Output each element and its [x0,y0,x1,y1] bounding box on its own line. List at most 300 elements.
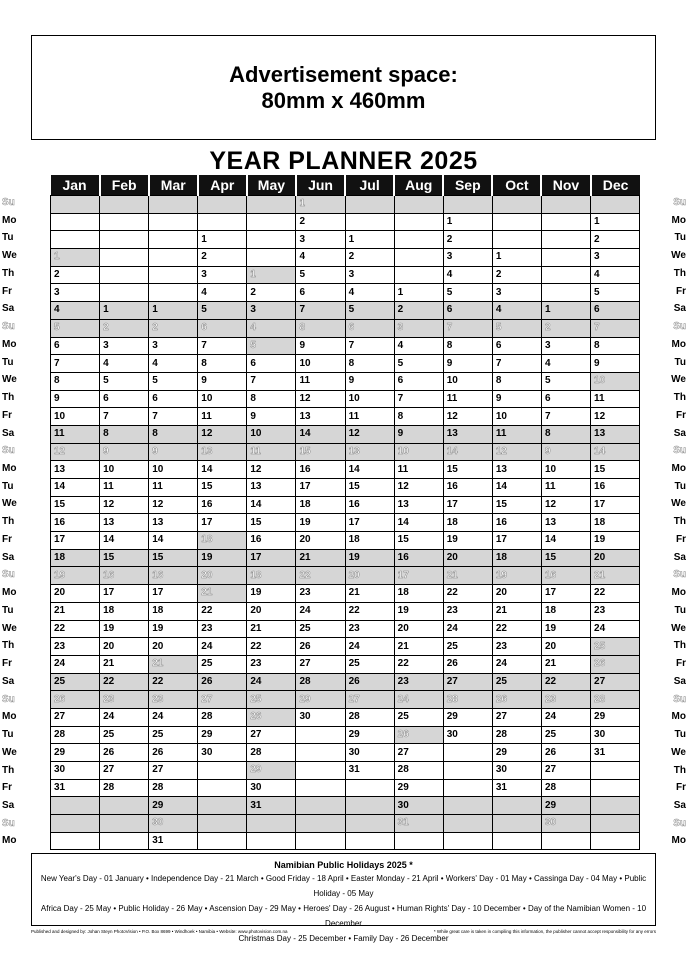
day-cell: 29 [591,708,640,726]
day-cell: 2 [345,249,394,267]
day-cell: 3 [296,231,345,249]
day-cell: 14 [149,532,198,550]
day-cell: 10 [443,372,492,390]
day-cell: 30 [591,726,640,744]
day-cell: 13 [345,443,394,461]
day-cell: 9 [443,355,492,373]
day-cell: 2 [394,302,443,320]
day-cell: 24 [541,708,590,726]
day-cell: 27 [443,673,492,691]
day-cell: 12 [149,496,198,514]
day-cell: 22 [492,620,541,638]
day-cell: 9 [394,425,443,443]
weekday-label: Sa [2,551,15,563]
day-cell: 8 [100,425,149,443]
day-cell: 19 [296,514,345,532]
day-cell: 19 [51,567,100,585]
day-cell: 22 [443,585,492,603]
day-cell: 23 [51,638,100,656]
day-cell: 1 [345,231,394,249]
week-row [51,638,640,656]
day-cell: 7 [296,302,345,320]
day-cell: 3 [394,319,443,337]
day-cell [198,797,247,815]
day-cell [51,196,100,214]
day-cell: 15 [247,514,296,532]
day-cell: 16 [541,567,590,585]
day-cell [247,832,296,850]
holidays-line-3: Christmas Day - 25 December • Family Day - 26 December [238,934,449,943]
day-cell: 13 [100,514,149,532]
day-cell: 22 [100,673,149,691]
weekday-label: Sa [2,799,15,811]
day-cell: 8 [198,355,247,373]
day-cell: 15 [591,461,640,479]
day-cell: 19 [541,620,590,638]
day-cell: 4 [443,266,492,284]
day-cell: 21 [296,549,345,567]
day-cell: 31 [51,779,100,797]
day-cell [492,797,541,815]
month-header-jul: Jul [345,175,394,196]
week-row [51,302,640,320]
day-cell: 24 [198,638,247,656]
month-header-jan: Jan [51,175,100,196]
day-cell: 4 [296,249,345,267]
day-cell: 9 [51,390,100,408]
day-cell: 25 [345,655,394,673]
day-cell: 17 [51,532,100,550]
weekday-label: Mo [671,835,686,847]
day-cell: 10 [198,390,247,408]
day-cell [296,726,345,744]
day-cell: 24 [443,620,492,638]
day-cell [51,832,100,850]
day-cell: 13 [492,461,541,479]
weekday-label: Su [2,321,15,333]
weekday-label: We [2,746,17,758]
day-cell: 14 [100,532,149,550]
day-cell: 25 [394,708,443,726]
week-row [51,655,640,673]
day-cell: 1 [541,302,590,320]
day-cell: 5 [492,319,541,337]
week-row [51,461,640,479]
weekday-label: Mo [2,711,17,723]
day-cell: 18 [100,602,149,620]
day-cell: 21 [394,638,443,656]
weekday-label: Mo [2,587,17,599]
day-cell: 21 [149,655,198,673]
day-cell: 7 [51,355,100,373]
day-cell: 23 [247,655,296,673]
day-cell: 12 [591,408,640,426]
day-cell: 3 [591,249,640,267]
weekday-label: Su [673,693,686,705]
week-row [51,832,640,850]
day-cell: 10 [296,355,345,373]
day-cell: 26 [100,744,149,762]
day-cell: 28 [443,691,492,709]
day-cell: 14 [198,461,247,479]
day-cell [443,815,492,833]
day-cell: 18 [296,496,345,514]
day-cell: 18 [51,549,100,567]
month-header-mar: Mar [149,175,198,196]
day-cell: 7 [345,337,394,355]
day-cell: 1 [394,284,443,302]
day-cell: 11 [591,390,640,408]
day-cell: 18 [591,514,640,532]
day-cell: 10 [394,443,443,461]
day-cell: 28 [247,744,296,762]
month-header-row [51,175,640,196]
weekday-label: Fr [2,782,12,794]
day-cell [51,797,100,815]
day-cell: 1 [247,266,296,284]
week-row [51,549,640,567]
day-cell: 17 [100,585,149,603]
day-cell [394,196,443,214]
day-cell [492,815,541,833]
day-cell: 20 [149,638,198,656]
day-cell: 6 [541,390,590,408]
day-cell [345,196,394,214]
day-cell: 20 [394,620,443,638]
day-cell: 30 [345,744,394,762]
week-row [51,762,640,780]
weekday-label: Th [2,764,15,776]
day-cell: 19 [443,532,492,550]
day-cell: 21 [541,655,590,673]
day-cell [296,797,345,815]
day-cell [198,213,247,231]
day-cell: 23 [443,602,492,620]
day-cell: 20 [541,638,590,656]
week-row [51,213,640,231]
day-cell [100,832,149,850]
day-cell [345,213,394,231]
weekday-label: Mo [2,338,17,350]
day-cell: 1 [149,302,198,320]
weekday-label: Tu [674,356,686,368]
day-cell: 25 [247,691,296,709]
day-cell: 11 [100,479,149,497]
week-row [51,443,640,461]
day-cell: 24 [492,655,541,673]
day-cell [247,213,296,231]
day-cell: 4 [492,302,541,320]
day-cell: 20 [591,549,640,567]
day-cell [345,832,394,850]
day-cell: 2 [296,213,345,231]
weekday-label: Sa [2,675,15,687]
weekday-label: Tu [2,729,14,741]
weekday-label: Su [673,569,686,581]
day-cell: 3 [443,249,492,267]
day-cell: 23 [541,691,590,709]
weekday-label: Tu [674,480,686,492]
weekday-label: Su [2,445,15,457]
day-cell: 6 [296,284,345,302]
weekday-label: Th [2,267,15,279]
day-cell: 14 [345,461,394,479]
day-cell: 6 [591,302,640,320]
day-cell: 12 [492,443,541,461]
day-cell: 3 [492,284,541,302]
day-cell: 20 [51,585,100,603]
day-cell: 15 [149,549,198,567]
day-cell: 27 [51,708,100,726]
day-cell: 20 [100,638,149,656]
day-cell: 17 [443,496,492,514]
day-cell: 17 [345,514,394,532]
day-cell: 18 [492,549,541,567]
day-cell: 16 [198,496,247,514]
weekday-label: Su [673,817,686,829]
advertisement-box [31,35,656,140]
day-cell: 7 [492,355,541,373]
day-cell: 9 [541,443,590,461]
day-cell: 15 [443,461,492,479]
day-cell: 12 [394,479,443,497]
day-cell: 8 [345,355,394,373]
day-cell [198,762,247,780]
day-cell: 21 [51,602,100,620]
day-cell: 17 [394,567,443,585]
weekday-label: We [671,622,686,634]
day-cell: 9 [492,390,541,408]
day-cell [100,815,149,833]
day-cell: 16 [296,461,345,479]
week-row [51,479,640,497]
day-cell: 28 [149,779,198,797]
day-cell [394,213,443,231]
day-cell [541,196,590,214]
weekday-label: Fr [2,533,12,545]
day-cell: 14 [591,443,640,461]
day-cell: 26 [198,673,247,691]
day-cell: 6 [247,355,296,373]
day-cell: 14 [247,496,296,514]
day-cell: 14 [541,532,590,550]
weekday-label: Mo [671,338,686,350]
day-cell: 23 [345,620,394,638]
day-cell [198,196,247,214]
day-cell [345,779,394,797]
day-cell: 19 [492,567,541,585]
day-cell [591,797,640,815]
week-row [51,372,640,390]
day-cell: 24 [100,708,149,726]
day-cell: 11 [198,408,247,426]
weekday-label: Sa [673,427,686,439]
day-cell [149,213,198,231]
day-cell: 15 [198,479,247,497]
day-cell: 4 [541,355,590,373]
day-cell [296,832,345,850]
day-cell: 3 [100,337,149,355]
weekday-label: Su [2,817,15,829]
day-cell: 19 [345,549,394,567]
day-cell: 16 [591,479,640,497]
weekday-label: Tu [2,356,14,368]
day-cell: 11 [345,408,394,426]
day-cell: 5 [247,337,296,355]
month-header-apr: Apr [198,175,247,196]
day-cell: 16 [492,514,541,532]
day-cell: 16 [443,479,492,497]
day-cell: 27 [100,762,149,780]
day-cell: 27 [541,762,590,780]
day-cell: 3 [541,337,590,355]
day-cell: 30 [247,779,296,797]
week-row [51,390,640,408]
day-cell: 4 [198,284,247,302]
day-cell: 31 [492,779,541,797]
day-cell: 11 [247,443,296,461]
day-cell: 6 [198,319,247,337]
day-cell: 4 [247,319,296,337]
day-cell: 3 [198,266,247,284]
day-cell: 31 [394,815,443,833]
weekday-label: Tu [674,604,686,616]
day-cell: 2 [198,249,247,267]
day-cell: 10 [51,408,100,426]
day-cell: 19 [198,549,247,567]
day-cell: 20 [247,602,296,620]
day-cell: 15 [492,496,541,514]
day-cell [247,231,296,249]
day-cell: 6 [394,372,443,390]
day-cell: 31 [247,797,296,815]
weekday-label: We [2,622,17,634]
weekday-label: Tu [2,480,14,492]
day-cell: 9 [591,355,640,373]
day-cell: 17 [492,532,541,550]
day-cell [443,779,492,797]
weekday-label: Su [2,693,15,705]
day-cell: 13 [591,425,640,443]
week-row [51,355,640,373]
week-row [51,779,640,797]
day-cell: 5 [149,372,198,390]
day-cell: 25 [443,638,492,656]
day-cell [443,832,492,850]
day-cell: 18 [345,532,394,550]
weekday-label: Mo [2,835,17,847]
weekday-label: Su [673,197,686,208]
weekday-label: Mo [671,711,686,723]
day-cell: 31 [591,744,640,762]
weekday-label: Sa [673,303,686,315]
holidays-title: Namibian Public Holidays 2025 * [274,860,413,870]
day-cell: 14 [443,443,492,461]
day-cell: 12 [541,496,590,514]
day-cell [591,762,640,780]
day-cell: 24 [591,620,640,638]
day-cell: 3 [149,337,198,355]
week-row [51,266,640,284]
weekday-label: Fr [2,409,12,421]
week-row [51,602,640,620]
weekday-column-right [644,194,686,850]
week-row [51,726,640,744]
day-cell: 22 [247,638,296,656]
day-cell: 24 [247,673,296,691]
day-cell: 15 [51,496,100,514]
day-cell: 5 [198,302,247,320]
day-cell: 29 [541,797,590,815]
weekday-label: Fr [676,782,686,794]
day-cell: 17 [591,496,640,514]
weekday-label: We [671,746,686,758]
day-cell: 24 [149,708,198,726]
day-cell: 22 [51,620,100,638]
day-cell: 22 [394,655,443,673]
week-row [51,249,640,267]
day-cell [394,266,443,284]
day-cell: 29 [443,708,492,726]
weekday-label: Th [2,516,15,528]
day-cell: 12 [296,390,345,408]
day-cell: 16 [394,549,443,567]
day-cell: 8 [443,337,492,355]
day-cell [394,231,443,249]
day-cell: 4 [100,355,149,373]
day-cell [100,797,149,815]
day-cell: 11 [149,479,198,497]
day-cell: 9 [345,372,394,390]
weekday-label: Mo [671,587,686,599]
week-row [51,514,640,532]
day-cell [591,832,640,850]
day-cell [100,266,149,284]
day-cell: 26 [591,655,640,673]
day-cell [541,231,590,249]
day-cell: 1 [591,213,640,231]
day-cell: 29 [492,744,541,762]
day-cell: 29 [296,691,345,709]
day-cell: 30 [541,815,590,833]
month-header-jun: Jun [296,175,345,196]
weekday-label: Th [2,392,15,404]
weekday-label: Th [673,267,686,279]
day-cell: 23 [591,602,640,620]
day-cell [247,815,296,833]
day-cell [492,196,541,214]
day-cell: 29 [198,726,247,744]
day-cell: 18 [149,602,198,620]
day-cell: 4 [394,337,443,355]
day-cell: 5 [100,372,149,390]
day-cell: 8 [492,372,541,390]
page-title: YEAR PLANNER 2025 [209,147,478,175]
day-cell [296,815,345,833]
day-cell: 20 [492,585,541,603]
day-cell: 2 [149,319,198,337]
day-cell: 26 [345,673,394,691]
weekday-label: Tu [2,232,14,244]
day-cell: 17 [541,585,590,603]
day-cell: 2 [51,266,100,284]
day-cell: 6 [443,302,492,320]
day-cell: 25 [100,726,149,744]
day-cell [541,266,590,284]
month-header-oct: Oct [492,175,541,196]
day-cell: 28 [394,762,443,780]
weekday-label: Sa [2,303,15,315]
